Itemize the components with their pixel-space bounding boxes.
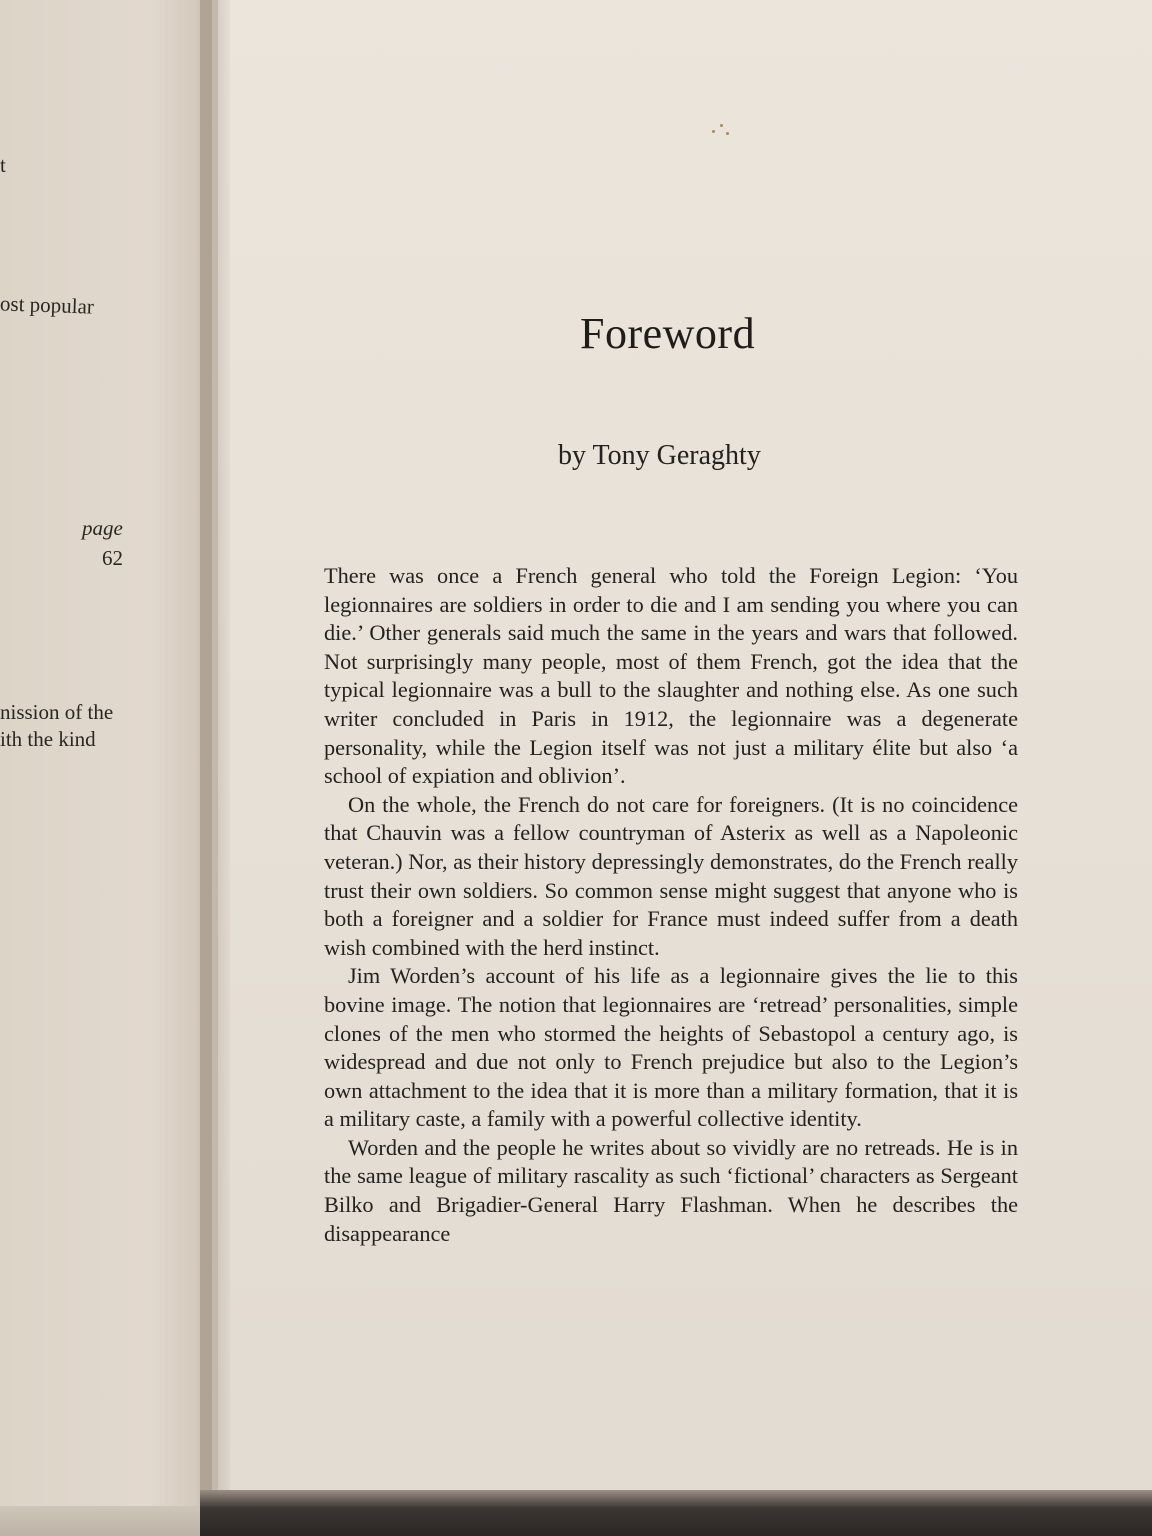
chapter-byline: by Tony Geraghty (558, 440, 761, 471)
left-page-page-label: page (82, 516, 123, 540)
left-page-fragment-4: ith the kind (0, 727, 96, 751)
paragraph-1: There was once a French general who told the Foreign Legion: ‘You legionnaires are soldiers in order to die and I am sending you where you can die.’ Other generals said much the same in the years and wars that followed. Not surprisingly many people, most of them French, got the idea that the typical legionnaire was a bull to the slaughter and nothing else. As one such writer concluded in Paris in 1912, the legionnaire was a degenerate personality, while the Legion itself was not just a military élite but also ‘a school of expiation and oblivion’. (324, 563, 1018, 789)
left-page-page-number: 62 (102, 546, 123, 570)
book-bottom-edge (200, 1490, 1152, 1536)
left-page-fragment-2: ost popular (0, 291, 95, 319)
body-text (324, 562, 1018, 1248)
paragraph-2: On the whole, the French do not care for foreigners. (It is no coincidence that Chauvin was a fellow countryman of Asterix as well as a Napoleonic veteran.) Nor, as their history depressingly demonstrates, do the French really trust their own soldiers. So common sense might suggest that anyone who is both a foreigner and a soldier for France must indeed suffer from a death wish combined with the herd instinct. (324, 791, 1018, 960)
left-page-fragment-1: t (0, 153, 6, 177)
left-page-bottom-edge (0, 1506, 212, 1536)
paragraph-3: Jim Worden’s account of his life as a legionnaire gives the lie to this bovine image. The notion that legionnaires are ‘retread’ personalities, simple clones of the men who stormed the heights of Sebastopol a century ago, is widespread and due not only to French prejudice but also to the Legion’s own attachment to the idea that it is more than a military formation, that it is a military caste, a family with a powerful collective identity. (324, 963, 1018, 1132)
left-page-fragment-3: nission of the (0, 700, 114, 724)
chapter-title: Foreword (580, 309, 756, 358)
paragraph-4: Worden and the people he writes about so vividly are no retreads. He is in the same league of military rascality as such ‘fictional’ characters as Sergeant Bilko and Brigadier-General Harry Flashman. When he describes the disappearance (324, 1134, 1018, 1246)
paper-specks (706, 120, 736, 140)
spine-shadow (200, 0, 230, 1536)
left-page (0, 0, 212, 1536)
